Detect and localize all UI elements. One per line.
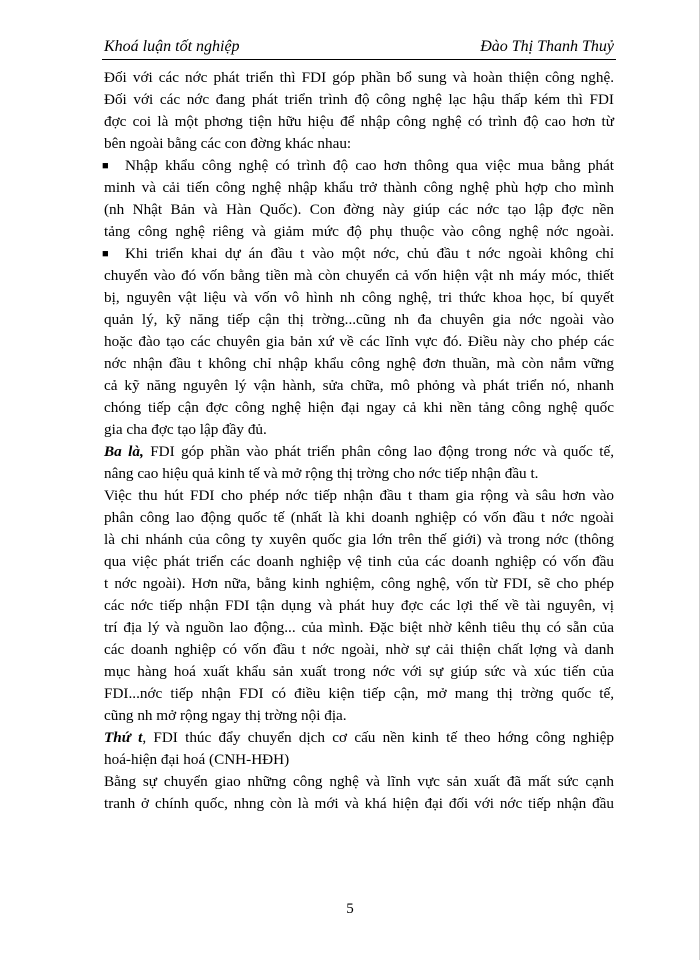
body-line: mục hàng hoá xuất khẩu sản xuất trong nớc với sự giúp sức và xúc tiến của [104,663,614,680]
body-line: là chi nhánh của công ty xuyên quốc gia lớn trên thế giới) và trong nớc (thông [104,531,614,548]
body-line: Đối với các nớc phát triển thì FDI góp phần bổ sung và hoàn thiện công nghệ. [104,69,614,86]
body-line: nâng cao hiệu quả kinh tế và mở rộng thị trờng cho nớc tiếp nhận đầu t. [104,465,539,482]
body-line: Bằng sự chuyển giao những công nghệ và lĩnh vực sản xuất đã mất sức cạnh [104,773,614,790]
bullet-text: Khi triển khai dự án đầu t vào một nớc, chủ đầu t nớc ngoài không chỉ [125,245,614,262]
body-line: qua việc phát triển các doanh nghiệp vệ tinh của các doanh nghiệp có vốn đầu [104,553,614,570]
page-number: 5 [346,901,354,917]
section-lead-thu-tu: Thứ t [104,729,143,746]
body-line: gia cha đợc tạo lập đầy đủ. [104,421,267,438]
body-text: , FDI thúc đẩy chuyển dịch cơ cấu nền kinh tế theo hớng công nghiệp [142,729,614,746]
page-body [104,67,614,815]
body-line: FDI...nớc tiếp nhận FDI có điều kiện tiếp cận, mở mang thị trờng quốc tế, [104,685,614,702]
body-line: cũng nh mở rộng ngay thị trờng nội địa. [104,707,347,724]
body-line: quản lý, kỹ năng tiếp cận thị trờng...cũng nh đa chuyên gia nớc ngoài vào [104,311,614,328]
body-line: đợc coi là một phơng tiện hữu hiệu để nhập công nghệ có trình độ cao hơn từ [104,113,614,130]
body-line: Đối với các nớc đang phát triển trình độ công nghệ lạc hậu thấp kém thì FDI [104,91,614,108]
body-line: các nớc tiếp nhận FDI tận dụng và phát huy đợc các lợi thế về tài nguyên, vị [104,597,614,614]
body-line: (nh Nhật Bản và Hàn Quốc). Con đờng này giúp các nớc tạo lập đợc nền [104,201,614,218]
body-line: tảng công nghệ riêng và giảm mức độ phụ thuộc vào công nghệ nớc ngoài. [104,223,614,240]
body-line: hoá-hiện đại hoá (CNH-HĐH) [104,751,290,768]
body-line: minh và cải tiến công nghệ nhập khẩu trở thành công nghệ phù hợp cho mình [104,179,614,196]
body-line [104,441,614,463]
body-text: FDI góp phần vào phát triển phân công lao động trong nớc và quốc tế, [143,443,614,460]
body-line: bên ngoài bằng các con đờng khác nhau: [104,135,352,152]
body-line: tranh ở chính quốc, nhng còn là mới và khá hiện đại đối với nớc tiếp nhận đầu [104,795,614,812]
bullet-text: Nhập khẩu công nghệ có trình độ cao hơn thông qua việc mua bằng phát [125,157,614,174]
running-header [104,38,614,60]
bullet-line [104,243,614,265]
body-line: t nớc ngoài). Hơn nữa, bằng kinh nghiệm, công nghệ, vốn từ FDI, sẽ cho phép [104,575,614,592]
body-line: nớc nhận đầu t không chỉ nhập khẩu công nghệ đơn thuần, mà còn nắm vững [104,355,614,372]
body-line: hoặc đào tạo các chuyên gia bản xứ về các lĩnh vực đó. Điều này cho phép các [104,333,614,350]
body-line: cả kỹ năng nguyên lý vận hành, sửa chữa, mô phỏng và phát triển nó, nhanh [104,377,614,394]
header-author-name: Đào Thị Thanh Thuỷ [480,38,614,55]
header-rule [102,59,616,60]
body-line: chuyển vào đó vốn bằng tiền mà còn chuyển cả vốn hiện vật nh máy móc, thiết [104,267,614,284]
bullet-line [104,155,614,177]
header-thesis-label: Khoá luận tốt nghiệp [104,38,240,55]
section-lead-ba-la: Ba là, [104,443,144,460]
body-line: phân công lao động quốc tế (nhất là khi doanh nghiệp có vốn đầu t nớc ngoài [104,509,614,526]
body-line: trí địa lý và nguồn lao động... của mình. Đặc biệt nhờ kênh tiêu thụ có sẵn của [104,619,614,636]
body-line: các doanh nghiệp có vốn đầu t nớc ngoài, nhờ sự cải thiện chất lợng và danh [104,641,614,658]
bullet-square-icon: ■ [102,248,109,260]
bullet-square-icon: ■ [102,160,109,172]
body-line: bị, nguyên vật liệu và vốn vô hình nh công nghệ, tri thức khoa học, bí quyết [104,289,614,306]
body-line [104,727,614,749]
body-line: Việc thu hút FDI cho phép nớc tiếp nhận đầu t tham gia rộng và sâu hơn vào [104,487,614,504]
body-line: chóng tiếp cận đợc công nghệ hiện đại ngay cả khi nền tảng công nghệ quốc [104,399,614,416]
